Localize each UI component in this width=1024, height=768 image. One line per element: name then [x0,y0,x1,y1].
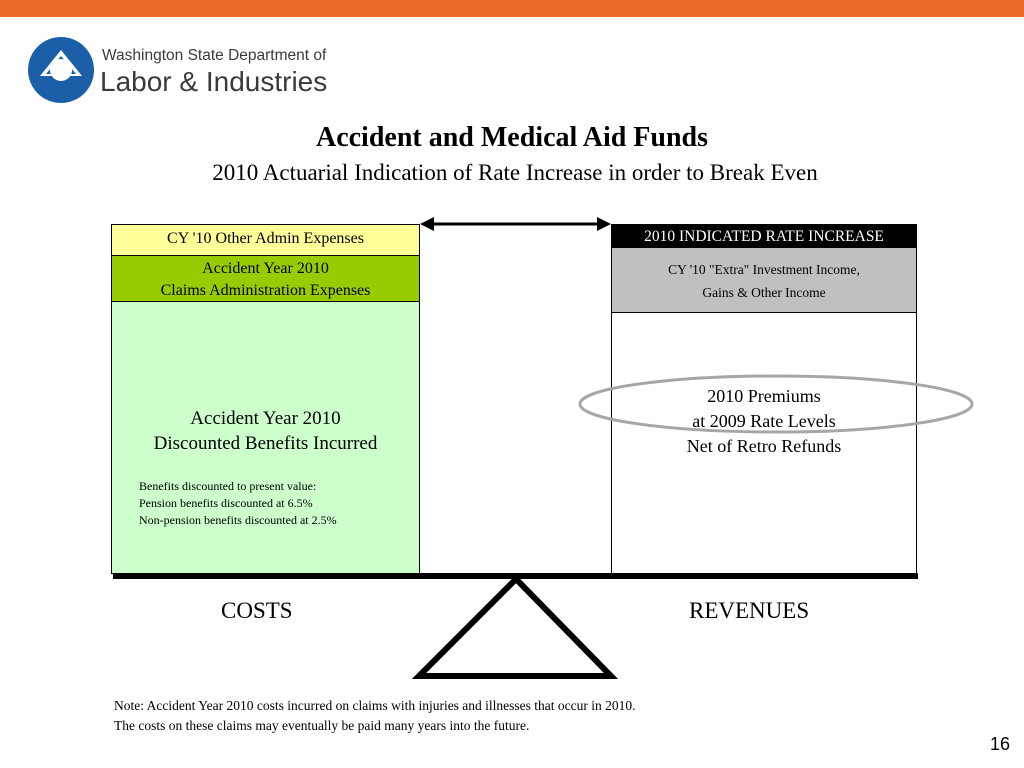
cost-admin-expenses-box [111,224,420,256]
rate-increase-box [611,224,917,248]
agency-logo [26,36,346,106]
cost-benefits-line1: Accident Year 2010 [190,408,341,429]
cost-claims-admin-box [111,255,420,302]
footnote-line: Note: Accident Year 2010 costs incurred on claims with injuries and illnesses that occur in 2010. [114,698,636,713]
investment-income-box [611,247,917,313]
premiums-line1: 2010 Premiums [707,386,821,406]
premiums-line3: Net of Retro Refunds [686,436,842,456]
rate-increase-label: 2010 INDICATED RATE INCREASE [644,228,884,245]
footnote-line: The costs on these claims may eventually be paid many years into the future. [114,718,530,733]
investment-income-line1: CY '10 "Extra" Investment Income, [668,262,860,277]
agency-logo-icon [26,36,96,106]
slide-subtitle: 2010 Actuarial Indication of Rate Increase in order to Break Even [212,160,818,185]
cost-claims-admin-line1: Accident Year 2010 [202,260,329,277]
scale-fulcrum [419,579,611,676]
cost-admin-expenses-label: CY '10 Other Admin Expenses [167,230,364,247]
benefits-note-line: Pension benefits discounted at 6.5% [139,496,313,510]
page-number: 16 [990,734,1011,754]
cost-benefits-line2: Discounted Benefits Incurred [153,433,378,454]
agency-name-line2: Labor & Industries [100,66,328,97]
top-accent-bar [0,0,1024,17]
benefits-note-line: Non-pension benefits discounted at 2.5% [139,513,337,527]
cost-benefits-box [111,301,420,574]
cost-claims-admin-line2: Claims Administration Expenses [160,282,371,299]
footnote [114,696,636,736]
slide-title: Accident and Medical Aid Funds [315,122,709,153]
double-arrow-icon [420,217,611,231]
revenues-label: REVENUES [689,598,810,623]
agency-name-line1: Washington State Department of [102,47,327,64]
cost-benefits-notes [139,478,337,529]
premiums-line2: at 2009 Rate Levels [692,411,836,431]
premiums-box [611,312,917,575]
investment-income-line2: Gains & Other Income [702,285,826,300]
benefits-note-line: Benefits discounted to present value: [139,479,317,493]
costs-label: COSTS [221,598,293,623]
